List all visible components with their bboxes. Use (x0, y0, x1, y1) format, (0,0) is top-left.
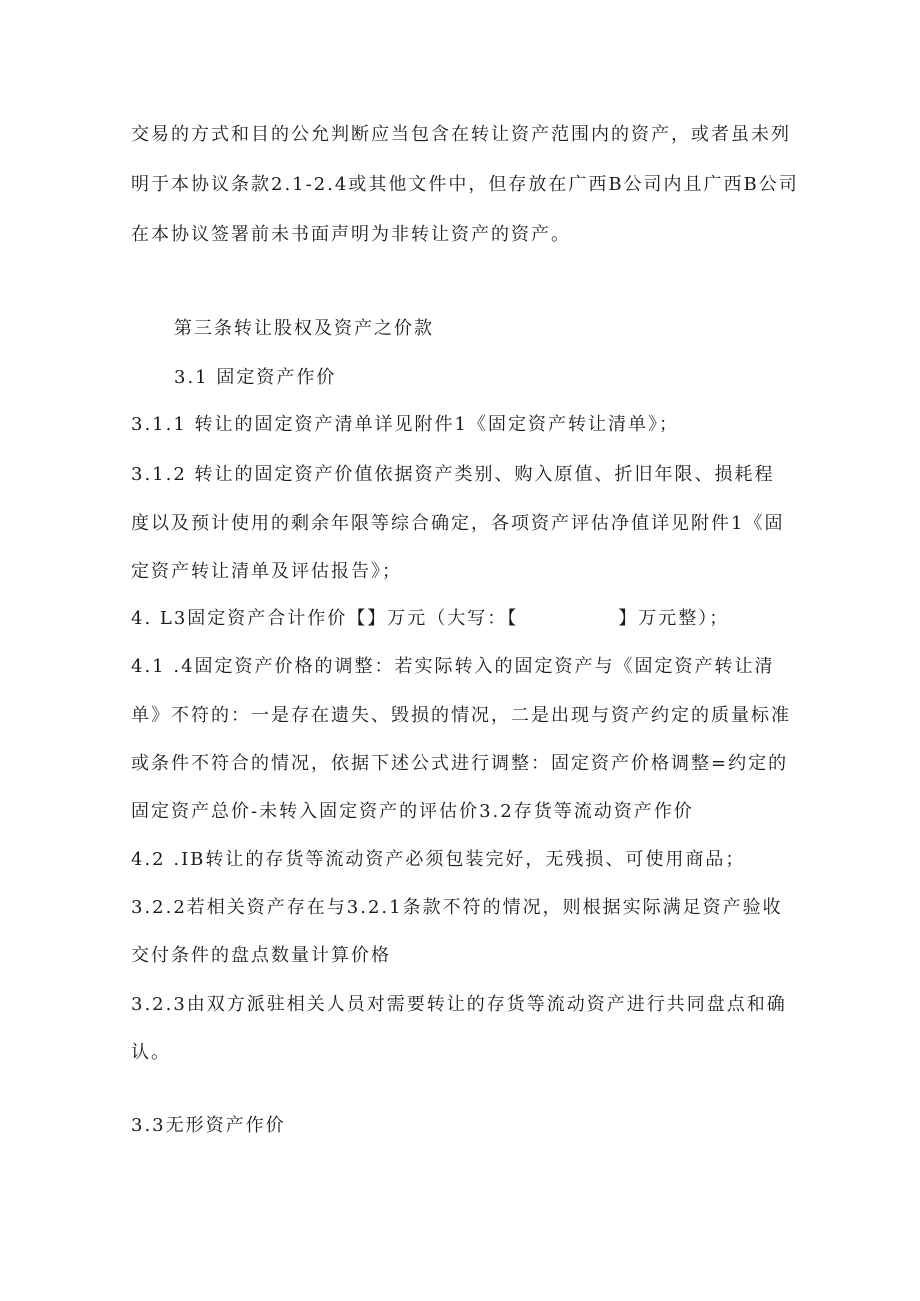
text-line: 定资产转让清单及评估报告》； (131, 561, 402, 582)
text-line: 3.1.1 转让的固定资产清单详见附件1《固定资产转让清单》； (131, 414, 679, 435)
text-line: 3.2.2若相关资产存在与3.2.1条款不符的情况，则根据实际满足资产验收 (131, 897, 783, 918)
text-line: 认。 (131, 1042, 171, 1063)
text-line: 交易的方式和目的公允判断应当包含在转让资产范围内的资产，或者虽未列 (131, 124, 791, 145)
subsection-heading: 3.3无形资产作价 (131, 1115, 286, 1136)
section-heading: 第三条转让股权及资产之价款 (174, 318, 434, 339)
text-line: 度以及预计使用的剩余年限等综合确定，各项资产评估净值详见附件1《固 (131, 513, 785, 534)
text-line: 或条件不符合的情况，依据下述公式进行调整：固定资产价格调整=约定的 (131, 753, 789, 774)
text-line: 交付条件的盘点数量计算价格 (131, 945, 391, 966)
text-line: 3.1.2 转让的固定资产价值依据资产类别、购入原值、折旧年限、损耗程 (131, 464, 775, 485)
text-line: 3.2.3由双方派驻相关人员对需要转让的存货等流动资产进行共同盘点和确 (131, 994, 787, 1015)
subsection-heading: 3.1 固定资产作价 (174, 367, 337, 388)
text-line: 4.1 .4固定资产价格的调整：若实际转入的固定资产与《固定资产转让清 (131, 656, 775, 677)
text-line: 明于本协议条款2.1-2.4或其他文件中，但存放在广西B公司内且广西B公司 (131, 174, 799, 195)
text-line: 单》不符的：一是存在遗失、毁损的情况，二是出现与资产约定的质量标准 (131, 705, 791, 726)
text-line: 4. L3固定资产合计作价【】万元（大写：【 】万元整）； (131, 608, 730, 629)
text-line: 固定资产总价-未转入固定资产的评估价3.2存货等流动资产作价 (131, 801, 694, 822)
text-line: 在本协议签署前未书面声明为非转让资产的资产。 (131, 224, 571, 245)
text-line: 4.2 .IB转让的存货等流动资产必须包装完好，无残损、可使用商品； (131, 849, 746, 870)
